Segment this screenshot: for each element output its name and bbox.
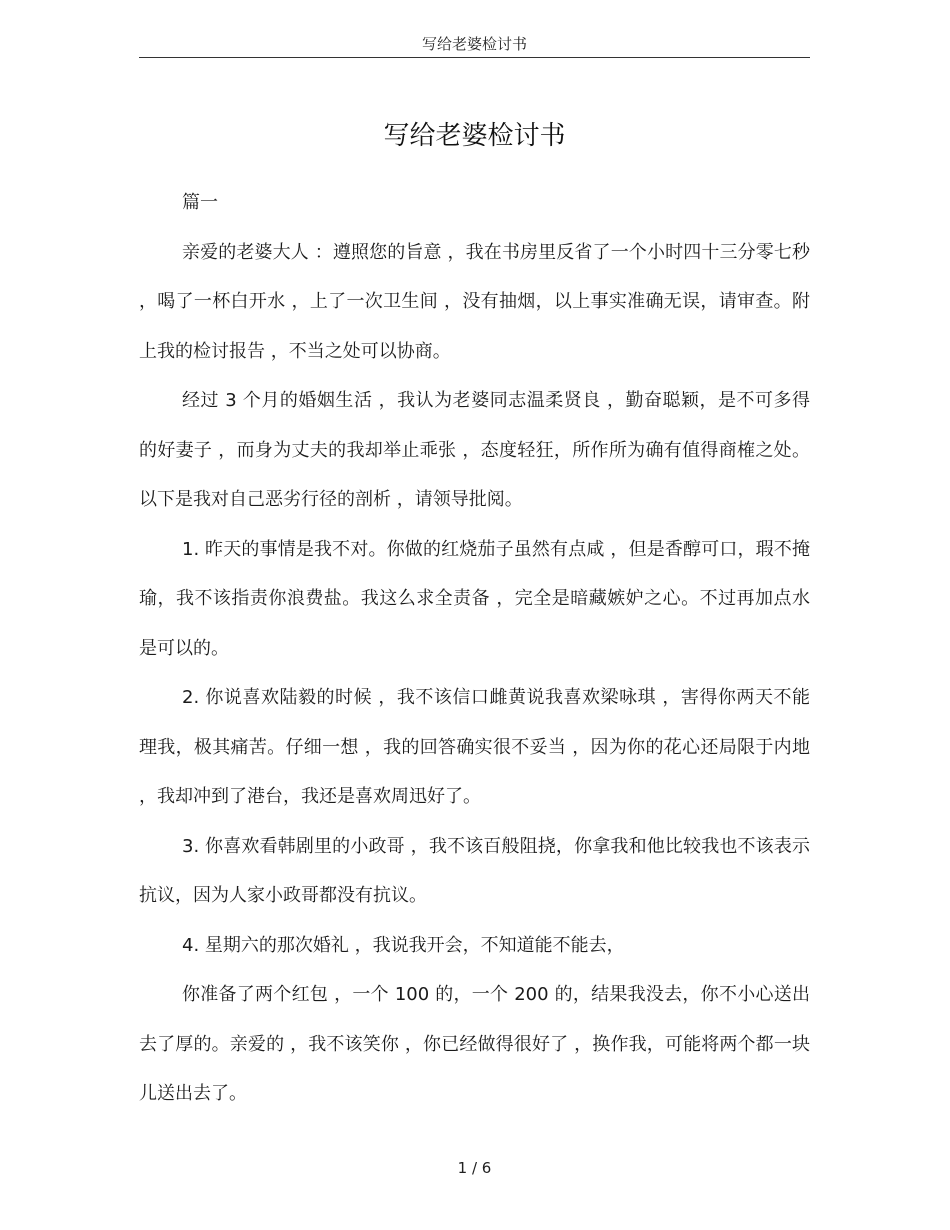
running-header: 写给老婆检讨书 <box>421 35 527 53</box>
header-rule <box>139 57 810 58</box>
page-number: 1 / 6 <box>457 1159 492 1177</box>
paragraph-item-1: 1. 昨天的事情是我不对。你做的红烧茄子虽然有点咸 ，但是香醇可口，瑕不掩瑜，我不该指责你浪费盐。我这么求全责备 ，完全是暗藏嫉妒之心。不过再加点水是可以的。 <box>139 538 810 659</box>
section-label: 篇一 <box>182 192 218 213</box>
paragraph-item-3: 3. 你喜欢看韩剧里的小政哥 ，我不该百般阻挠，你拿我和他比较我也不该表示抗议，因为人家小政哥都没有抗议。 <box>139 835 810 906</box>
paragraph-intro: 经过 3 个月的婚姻生活 ，我认为老婆同志温柔贤良 ，勤奋聪颖，是不可多得的好妻子 ，而身为丈夫的我却举止乖张 ，态度轻狂，所作所为确有值得商榷之处。以下是我对自己恶劣行径的剖析 ，请领导批阅。 <box>139 390 810 510</box>
document-body <box>139 178 810 1119</box>
paragraph-item-2: 2. 你说喜欢陆毅的时候 ，我不该信口雌黄说我喜欢梁咏琪 ，害得你两天不能理我，极其痛苦。仔细一想 ，我的回答确实很不妥当 ，因为你的花心还局限于内地 ，我却冲到了港台，我还是喜欢周迅好了。 <box>139 687 810 807</box>
paragraph-greeting: 亲爱的老婆大人 ：遵照您的旨意 ，我在书房里反省了一个小时四十三分零七秒 ，喝了一杯白开水 ，上了一次卫生间 ，没有抽烟，以上事实准确无误，请审查。附上我的检讨报告 ，不当之处可以协商。 <box>139 241 810 362</box>
paragraph-item-4-continued: 你准备了两个红包 ，一个 100 的，一个 200 的，结果我没去，你不小心送出去了厚的。亲爱的 ，我不该笑你 ，你已经做得很好了 ，换作我，可能将两个都一块儿送出去了。 <box>139 984 810 1104</box>
paragraph-item-4: 4. 星期六的那次婚礼 ，我说我开会，不知道能不能去， <box>182 934 625 956</box>
document-title: 写给老婆检讨书 <box>383 121 566 151</box>
